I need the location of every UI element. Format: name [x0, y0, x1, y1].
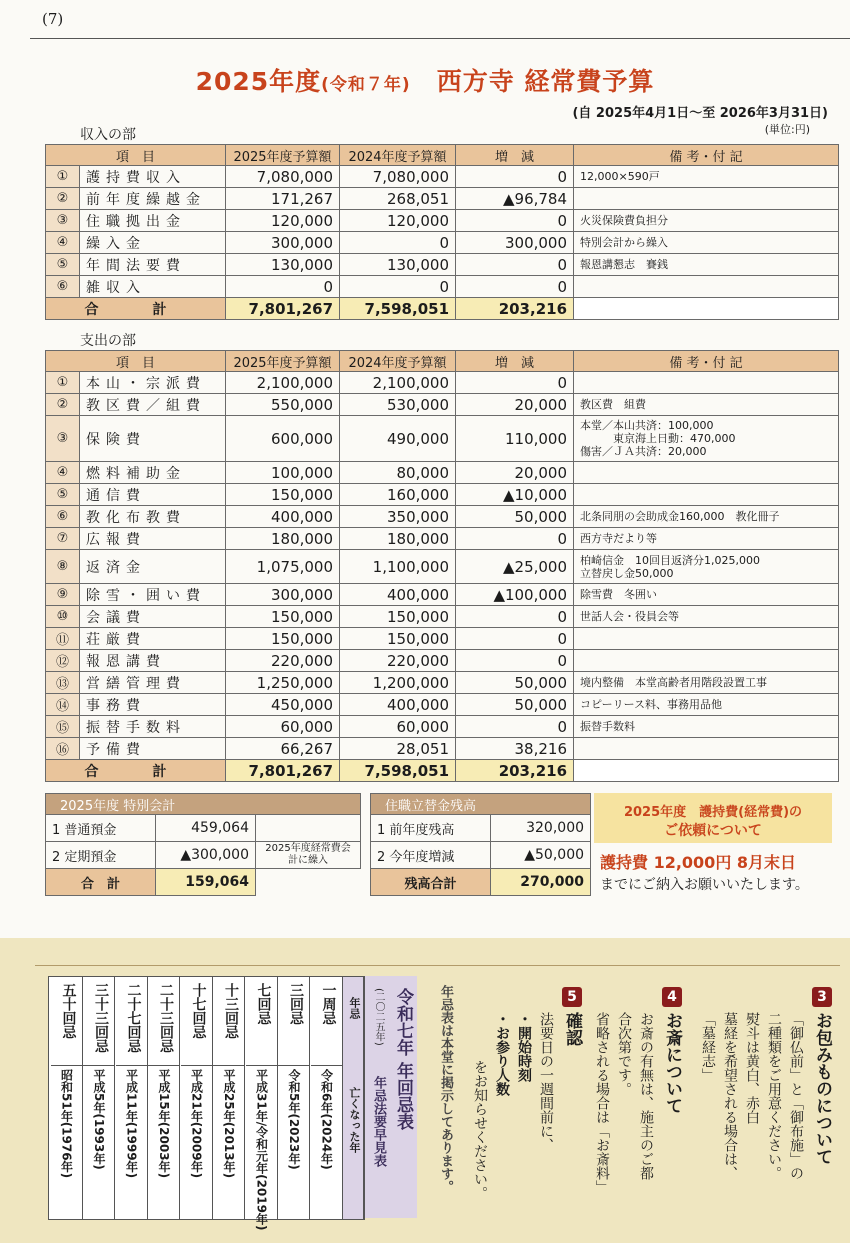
death-year-label: 平成5年(1993年) — [92, 1069, 106, 1170]
section4-title: お斎について — [662, 1012, 682, 1114]
kaiki-cell — [148, 977, 179, 1066]
row-budget-2024: 180,000 — [340, 528, 456, 550]
section3-title: お包みものについて — [812, 1012, 832, 1165]
header-death-year: 亡くなった年 — [348, 1087, 361, 1153]
memorial-table-title: 令和七年 年回忌表 — [393, 988, 413, 1130]
kaiki-cell — [83, 977, 114, 1066]
row-note: 12,000×590戸 — [574, 166, 839, 188]
row-change: ▲10,000 — [456, 484, 574, 506]
row-change: 300,000 — [456, 232, 574, 254]
total-label: 合 計 — [46, 298, 226, 320]
kaiki-label: 五十回忌 — [60, 983, 77, 1039]
row-number: ⑧ — [46, 550, 80, 584]
section4-line: 合次第です。 — [616, 1012, 632, 1096]
special-row-value: 459,064 — [156, 815, 256, 842]
row-budget-2025: 220,000 — [226, 650, 340, 672]
row-budget-2025: 180,000 — [226, 528, 340, 550]
row-change: 50,000 — [456, 506, 574, 528]
memorial-year-column — [83, 977, 115, 1219]
special-account-title: 2025年度 特別会計 — [46, 794, 361, 815]
row-change: 0 — [456, 716, 574, 738]
section4-line: お斎の有無は、施主のご都 — [638, 1012, 654, 1180]
death-year-label: 昭和51年(1976年) — [59, 1069, 74, 1179]
expense-table — [45, 350, 839, 782]
row-item: 住職拠出金 — [80, 210, 226, 232]
section5-line: をお知らせください。 — [472, 1060, 488, 1200]
col-item-header: 項 目 — [46, 351, 226, 372]
col-2025-header: 2025年度予算額 — [226, 351, 340, 372]
row-change: 0 — [456, 210, 574, 232]
row-note: コピーリース料、事務用品他 — [574, 694, 839, 716]
table-row — [46, 716, 839, 738]
kaiki-label: 十三回忌 — [223, 983, 239, 1039]
row-item: 前年度繰越金 — [80, 188, 226, 210]
table-row — [46, 188, 839, 210]
row-number: ④ — [46, 232, 80, 254]
row-change: 50,000 — [456, 694, 574, 716]
memorial-table-header — [343, 977, 364, 1219]
row-note — [574, 628, 839, 650]
col-change-header: 増 減 — [456, 145, 574, 166]
row-item: 返済金 — [80, 550, 226, 584]
memorial-year-column — [213, 977, 245, 1219]
table-row — [46, 394, 839, 416]
death-year-cell — [311, 1067, 342, 1217]
row-budget-2025: 1,075,000 — [226, 550, 340, 584]
row-change: 0 — [456, 254, 574, 276]
row-budget-2024: 7,080,000 — [340, 166, 456, 188]
section3-line: 熨斗は黄白、赤白 — [744, 1012, 760, 1124]
top-divider — [30, 38, 850, 39]
row-number: ⑥ — [46, 276, 80, 298]
row-note — [574, 484, 839, 506]
income-section-label: 収入の部 — [80, 127, 136, 143]
col-change-header: 増 減 — [456, 351, 574, 372]
row-budget-2024: 0 — [340, 232, 456, 254]
row-item: 振替手数料 — [80, 716, 226, 738]
total-label: 合 計 — [46, 760, 226, 782]
memorial-year-column — [148, 977, 180, 1219]
row-budget-2025: 450,000 — [226, 694, 340, 716]
section5-line: ・お参り人数 — [494, 1012, 510, 1096]
row-change: 0 — [456, 276, 574, 298]
total-budget-2025: 7,801,267 — [226, 760, 340, 782]
row-note — [574, 372, 839, 394]
kaiki-cell — [311, 977, 342, 1066]
section5-number: 5 — [562, 986, 582, 1007]
request-due-sub: までにご納入お願いいたします。 — [600, 877, 809, 893]
row-change: 0 — [456, 166, 574, 188]
row-item: 護持費収入 — [80, 166, 226, 188]
row-budget-2025: 150,000 — [226, 484, 340, 506]
death-year-cell — [83, 1067, 114, 1217]
advance-row-value: 320,000 — [491, 815, 591, 842]
row-budget-2025: 7,080,000 — [226, 166, 340, 188]
death-year-label: 平成31年/令和元年(2019年) — [254, 1069, 269, 1231]
advance-row-label: 1 前年度残高 — [371, 815, 491, 842]
row-item: 予備費 — [80, 738, 226, 760]
kaiki-cell — [51, 977, 82, 1066]
advance-row-label: 2 今年度増減 — [371, 842, 491, 869]
row-item: 広報費 — [80, 528, 226, 550]
budget-period: (自 2025年4月1日～至 2026年3月31日) — [572, 106, 828, 121]
total-change: 203,216 — [456, 298, 574, 320]
total-note — [574, 298, 839, 320]
row-budget-2024: 150,000 — [340, 606, 456, 628]
col-2024-header: 2024年度予算額 — [340, 145, 456, 166]
row-budget-2024: 400,000 — [340, 694, 456, 716]
col-2024-header: 2024年度予算額 — [340, 351, 456, 372]
row-note: 火災保険費負担分 — [574, 210, 839, 232]
row-number: ⑮ — [46, 716, 80, 738]
row-note — [574, 276, 839, 298]
row-item: 荘厳費 — [80, 628, 226, 650]
notice-text: 年忌表は本堂に掲示してあります。 — [438, 985, 453, 1193]
row-budget-2025: 100,000 — [226, 462, 340, 484]
row-change: ▲25,000 — [456, 550, 574, 584]
row-number: ⑤ — [46, 254, 80, 276]
row-budget-2025: 120,000 — [226, 210, 340, 232]
memorial-table-caption: 年忌法要早見表 — [371, 1076, 386, 1167]
row-budget-2025: 0 — [226, 276, 340, 298]
memorial-year-column — [311, 977, 343, 1219]
section5-title: 確認 — [562, 1012, 582, 1046]
memorial-table-title-box — [365, 976, 417, 1218]
request-subtitle: ご依頼について — [664, 823, 762, 839]
section3-line: 「墓経志」 — [700, 1012, 716, 1082]
death-year-label: 平成11年(1999年) — [124, 1069, 139, 1179]
row-note — [574, 188, 839, 210]
row-budget-2025: 66,267 — [226, 738, 340, 760]
row-budget-2024: 1,200,000 — [340, 672, 456, 694]
row-number: ⑫ — [46, 650, 80, 672]
row-change: 110,000 — [456, 416, 574, 462]
kaiki-cell — [116, 977, 147, 1066]
table-row — [46, 166, 839, 188]
row-budget-2024: 400,000 — [340, 584, 456, 606]
total-row — [46, 298, 839, 320]
table-row — [46, 550, 839, 584]
row-budget-2024: 150,000 — [340, 628, 456, 650]
row-note: 振替手数料 — [574, 716, 839, 738]
row-change: ▲100,000 — [456, 584, 574, 606]
row-budget-2024: 60,000 — [340, 716, 456, 738]
row-note — [574, 650, 839, 672]
row-item: 繰入金 — [80, 232, 226, 254]
row-item: 報恩講費 — [80, 650, 226, 672]
row-budget-2025: 1,250,000 — [226, 672, 340, 694]
special-account-table — [45, 793, 361, 896]
row-budget-2025: 400,000 — [226, 506, 340, 528]
empty-cell — [256, 869, 361, 896]
title-name: 西方寺 経常費予算 — [436, 67, 655, 96]
memorial-year-column — [181, 977, 213, 1219]
row-item: 通信費 — [80, 484, 226, 506]
table-row — [46, 842, 361, 869]
row-change: 0 — [456, 606, 574, 628]
table-row — [46, 650, 839, 672]
total-budget-2024: 7,598,051 — [340, 760, 456, 782]
request-due: 護持費 12,000円 8月末日 — [600, 853, 797, 872]
kaiki-cell — [246, 977, 277, 1066]
table-row — [46, 694, 839, 716]
special-row-note: 2025年度経常費会計に繰入 — [256, 842, 361, 869]
row-change: 38,216 — [456, 738, 574, 760]
row-budget-2025: 150,000 — [226, 606, 340, 628]
memorial-year-column — [51, 977, 83, 1219]
row-item: 除雪・囲い費 — [80, 584, 226, 606]
row-budget-2024: 490,000 — [340, 416, 456, 462]
row-budget-2024: 2,100,000 — [340, 372, 456, 394]
row-change: 0 — [456, 628, 574, 650]
table-row — [46, 210, 839, 232]
row-number: ⑤ — [46, 484, 80, 506]
death-year-cell — [278, 1067, 309, 1217]
section4-number: 4 — [662, 986, 682, 1007]
row-budget-2025: 550,000 — [226, 394, 340, 416]
table-row — [46, 815, 361, 842]
row-budget-2025: 2,100,000 — [226, 372, 340, 394]
row-change: 0 — [456, 650, 574, 672]
row-budget-2024: 130,000 — [340, 254, 456, 276]
row-note — [574, 738, 839, 760]
table-row — [46, 254, 839, 276]
row-note: 世話人会・役員会等 — [574, 606, 839, 628]
kaiki-label: 七回忌 — [255, 983, 272, 1025]
page-number: (7) — [42, 10, 64, 28]
row-item: 営繕管理費 — [80, 672, 226, 694]
row-number: ⑪ — [46, 628, 80, 650]
total-budget-2025: 7,801,267 — [226, 298, 340, 320]
row-change: 20,000 — [456, 394, 574, 416]
title-year: 2025年度 — [195, 67, 322, 96]
request-title: 2025年度 護持費(経常費)の — [623, 805, 803, 820]
total-row — [46, 760, 839, 782]
death-year-cell — [246, 1067, 277, 1231]
row-change: 50,000 — [456, 672, 574, 694]
table-row — [46, 606, 839, 628]
row-note: 除雪費 冬囲い — [574, 584, 839, 606]
death-year-cell — [213, 1067, 244, 1217]
row-number: ⑩ — [46, 606, 80, 628]
table-row — [46, 672, 839, 694]
table-row — [46, 528, 839, 550]
table-row — [46, 738, 839, 760]
row-item: 燃料補助金 — [80, 462, 226, 484]
table-row — [46, 416, 839, 462]
row-budget-2025: 300,000 — [226, 584, 340, 606]
total-note — [574, 760, 839, 782]
row-note: 教区費 組費 — [574, 394, 839, 416]
expense-section-label: 支出の部 — [80, 333, 136, 349]
row-note: 西方寺だより等 — [574, 528, 839, 550]
row-budget-2024: 1,100,000 — [340, 550, 456, 584]
table-row — [46, 506, 839, 528]
row-number: ④ — [46, 462, 80, 484]
special-row-note — [256, 815, 361, 842]
special-total-label: 合 計 — [46, 869, 156, 896]
row-number: ① — [46, 166, 80, 188]
row-budget-2024: 530,000 — [340, 394, 456, 416]
advance-total-label: 残高合計 — [371, 869, 491, 896]
row-number: ② — [46, 188, 80, 210]
row-number: ③ — [46, 210, 80, 232]
death-year-cell — [148, 1067, 179, 1217]
kaiki-label: 一周忌 — [320, 983, 337, 1025]
row-budget-2024: 268,051 — [340, 188, 456, 210]
title-era: (令和７年) — [321, 75, 411, 95]
row-item: 会議費 — [80, 606, 226, 628]
kaiki-label: 二十三回忌 — [158, 983, 174, 1053]
row-note: 本堂／本山共済：100,000 東京海上日動：470,000 傷害／ＪＡ共済：20,000 — [574, 416, 839, 462]
row-budget-2025: 300,000 — [226, 232, 340, 254]
section3-line: 「御仏前」と「御布施」の — [788, 1012, 804, 1180]
kaiki-cell — [278, 977, 309, 1066]
row-note: 境内整備 本堂高齢者用階段設置工事 — [574, 672, 839, 694]
advance-total-value: 270,000 — [491, 869, 591, 896]
row-budget-2025: 600,000 — [226, 416, 340, 462]
advance-balance-title: 住職立替金残高 — [371, 794, 591, 815]
death-year-label: 令和6年(2024年) — [319, 1069, 334, 1170]
row-note: 特別会計から繰入 — [574, 232, 839, 254]
row-number: ⑭ — [46, 694, 80, 716]
header-kaiki: 年忌 — [348, 997, 361, 1019]
table-row — [46, 276, 839, 298]
row-item: 教化布教費 — [80, 506, 226, 528]
row-number: ⑯ — [46, 738, 80, 760]
section5-line: 法要日の一週間前に、 — [538, 1012, 554, 1152]
section3-line: 墓経を希望される場合は、 — [722, 1012, 738, 1180]
row-budget-2025: 171,267 — [226, 188, 340, 210]
row-item: 本山・宗派費 — [80, 372, 226, 394]
table-row — [46, 372, 839, 394]
kaiki-label: 三回忌 — [288, 983, 304, 1025]
table-row — [371, 842, 591, 869]
row-budget-2024: 160,000 — [340, 484, 456, 506]
death-year-label: 平成21年(2009年) — [189, 1069, 204, 1179]
row-number: ⑨ — [46, 584, 80, 606]
row-change: ▲96,784 — [456, 188, 574, 210]
special-row-label: 1 普通預金 — [46, 815, 156, 842]
table-row — [46, 584, 839, 606]
row-item: 事務費 — [80, 694, 226, 716]
row-item: 保険費 — [80, 416, 226, 462]
row-budget-2024: 0 — [340, 276, 456, 298]
section3-number: 3 — [812, 986, 832, 1007]
section3-line: 二種類をご用意ください。 — [766, 1012, 782, 1180]
row-number: ⑦ — [46, 528, 80, 550]
row-item: 年間法要費 — [80, 254, 226, 276]
row-budget-2025: 60,000 — [226, 716, 340, 738]
row-budget-2024: 120,000 — [340, 210, 456, 232]
row-number: ⑥ — [46, 506, 80, 528]
table-row — [371, 815, 591, 842]
death-year-cell — [181, 1067, 212, 1217]
kaiki-cell — [213, 977, 244, 1066]
col-note-header: 備 考・付 記 — [574, 145, 839, 166]
col-note-header: 備 考・付 記 — [574, 351, 839, 372]
section5-line: ・開始時刻 — [516, 1012, 532, 1082]
memorial-table-year: (二〇二五年) — [373, 988, 384, 1046]
row-budget-2024: 28,051 — [340, 738, 456, 760]
income-table — [45, 144, 839, 320]
memorial-year-column — [116, 977, 148, 1219]
table-row — [46, 232, 839, 254]
death-year-label: 令和5年(2023年) — [287, 1069, 301, 1170]
row-number: ① — [46, 372, 80, 394]
row-note — [574, 462, 839, 484]
kaiki-cell — [181, 977, 212, 1066]
death-year-cell — [51, 1067, 82, 1217]
row-number: ③ — [46, 416, 80, 462]
col-2025-header: 2025年度予算額 — [226, 145, 340, 166]
total-change: 203,216 — [456, 760, 574, 782]
death-year-cell — [116, 1067, 147, 1217]
row-change: 20,000 — [456, 462, 574, 484]
row-change: 0 — [456, 528, 574, 550]
advance-row-value: ▲50,000 — [491, 842, 591, 869]
special-total-value: 159,064 — [156, 869, 256, 896]
table-row — [46, 628, 839, 650]
section4-line: 省略される場合は「お斎料」 — [594, 1012, 610, 1194]
row-change: 0 — [456, 372, 574, 394]
col-item-header: 項 目 — [46, 145, 226, 166]
row-budget-2024: 220,000 — [340, 650, 456, 672]
death-year-label: 平成25年(2013年) — [222, 1069, 236, 1179]
row-budget-2024: 80,000 — [340, 462, 456, 484]
table-row — [46, 484, 839, 506]
row-budget-2025: 150,000 — [226, 628, 340, 650]
table-row — [46, 462, 839, 484]
memorial-year-table — [48, 976, 365, 1231]
row-note: 柏崎信金 10回目返済分1,025,000 立替戻し金50,000 — [574, 550, 839, 584]
death-year-label: 平成15年(2003年) — [157, 1069, 171, 1179]
row-budget-2024: 350,000 — [340, 506, 456, 528]
memorial-year-column — [278, 977, 310, 1219]
request-box — [594, 793, 832, 843]
row-item: 雑収入 — [80, 276, 226, 298]
row-note: 報恩講懇志 賽銭 — [574, 254, 839, 276]
page-title — [0, 62, 850, 98]
row-number: ② — [46, 394, 80, 416]
special-row-label: 2 定期預金 — [46, 842, 156, 869]
row-note: 北条同朋の会助成金160,000 教化冊子 — [574, 506, 839, 528]
kaiki-label: 二十七回忌 — [125, 983, 142, 1053]
memorial-divider — [35, 965, 840, 966]
kaiki-label: 三十三回忌 — [93, 983, 109, 1053]
row-budget-2025: 130,000 — [226, 254, 340, 276]
unit-label: (単位:円) — [764, 123, 810, 136]
special-row-value: ▲300,000 — [156, 842, 256, 869]
total-budget-2024: 7,598,051 — [340, 298, 456, 320]
row-number: ⑬ — [46, 672, 80, 694]
row-item: 教区費／組費 — [80, 394, 226, 416]
memorial-year-column — [246, 977, 278, 1231]
advance-balance-table — [370, 793, 591, 896]
kaiki-label: 十七回忌 — [190, 983, 207, 1039]
